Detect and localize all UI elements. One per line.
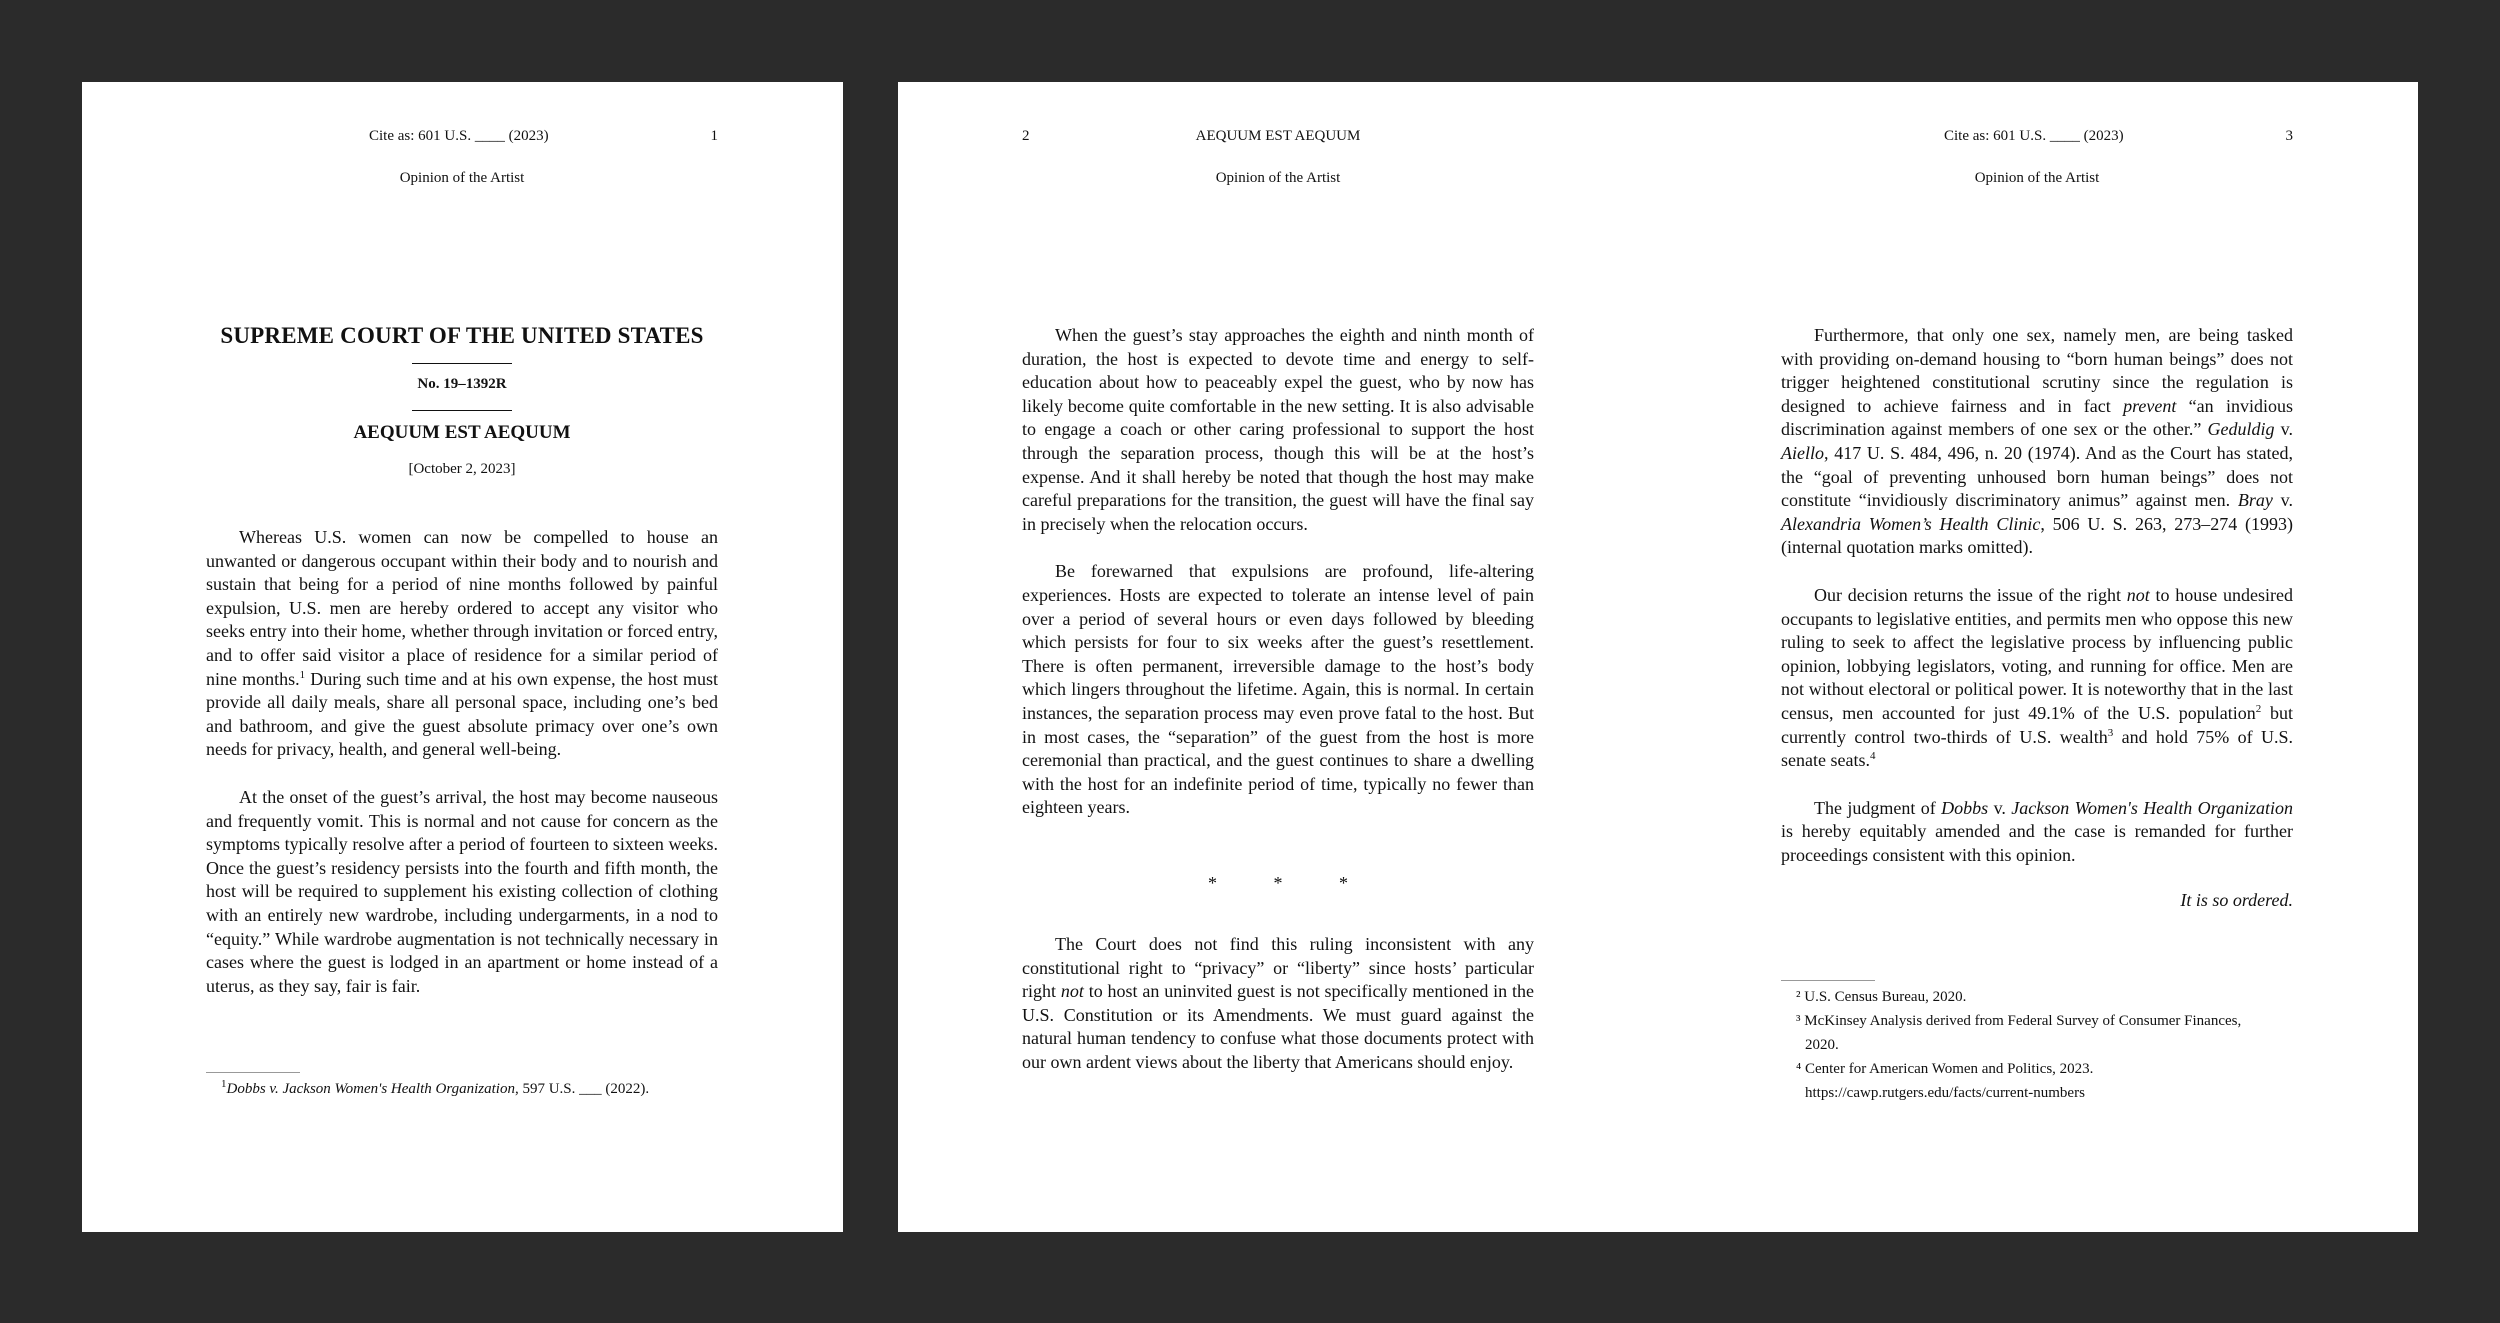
paragraph: Furthermore, that only one sex, namely men, are being tasked with providing on-demand housing to “born human beings” does not trigger heightened constitutional scrutiny since the regulation is designed to achieve fairness and in fact prevent “an invidious discrimination against members of one sex or the other.” Geduldig v. Aiello, 417 U. S. 484, 496, n. 20 (1974). And as the Court has stated, the “goal of preventing unhoused born human beings” does not constitute “invidiously discriminatory animus” against men. Bray v. Alexandria Women’s Health Clinic, 506 U. S. 263, 273–274 (1993) (internal quotation marks omitted).	[1781, 325, 2294, 558]
paragraph: Our decision returns the issue of the right not to house undesired occupants to legislative entities, and permits men who oppose this new ruling to seek to affect the legislative process by influencing public opinion, lobbying legislators, voting, and running for office. Men are not without electoral or political power. It is noteworthy that in the last census, men accounted for just 49.1% of the U.S. population$^2$ but currently control two-thirds of U.S. wealth$^3$ and hold 75% of U.S. senate seats.$^4$	[1781, 584, 2293, 771]
footnote-ref: 2	[2255, 702, 2262, 715]
running-head-cite: Cite as: 601 U.S. ____ (2023)	[369, 128, 549, 144]
docket-number: No. 19–1392R	[417, 376, 507, 392]
opinion-body	[206, 526, 718, 1022]
footnote-ref: 4	[1869, 750, 1876, 763]
title-divider	[412, 410, 512, 411]
court-title: SUPREME COURT OF THE UNITED STATES	[220, 323, 704, 348]
footnote-ref: 1	[299, 668, 306, 681]
paragraph: The judgment of Dobbs v. Jackson Women's Health Organization is hereby equitably amended and the case is remanded for further proceedings consistent with this opinion.	[1781, 797, 2293, 865]
opinion-body	[1781, 324, 2293, 891]
page-number: 2	[1022, 128, 1030, 144]
paragraph: When the guest’s stay approaches the eighth and ninth month of duration, the host is expected to devote time and energy to self-education about how to peaceably expel the guest, who by now has likely become quite comfortable in the new setting. It is also advisable to engage a coach or other caring professional to support the host through the separation process, though this will be at the host’s expense. And it shall hereby be noted that though the host may make careful preparations for the transition, the guest will have the final say in precisely when the relocation occurs.	[1022, 325, 1534, 534]
footnote-4: ⁴ Center for American Women and Politics, 2023.	[1796, 1061, 2094, 1077]
footnote-4-url: https://cawp.rutgers.edu/facts/current-numbers	[1805, 1085, 2085, 1101]
footnotes: ² U.S. Census Bureau, 2020. ³ McKinsey Analysis derived from Federal Survey of Consumer Finances, 2020. ⁴ Center for American Women and Politics, 2023. https://cawp.rutgers.edu/facts/current-numbers	[1796, 985, 2241, 1105]
decision-date: [October 2, 2023]	[408, 461, 516, 477]
footnote-divider	[206, 1072, 300, 1073]
case-name: AEQUUM EST AEQUUM	[353, 422, 571, 443]
page-number: 1	[710, 128, 718, 144]
title-divider	[412, 363, 512, 364]
running-head-cite: Cite as: 601 U.S. ____ (2023)	[1944, 128, 2124, 144]
opinion-subhead: Opinion of the Artist	[1215, 170, 1341, 186]
page-number: 3	[2285, 128, 2293, 144]
footnote-3: ³ McKinsey Analysis derived from Federal Survey of Consumer Finances,	[1796, 1013, 2242, 1029]
paragraph: Whereas U.S. women can now be compelled to house an unwanted or dangerous occupant within their body and to nourish and sustain that being for a period of nine months followed by painful expulsion, U.S. men are hereby ordered to accept any visitor who seeks entry into their home, whether through invitation or forced entry, and to offer said visitor a place of residence for a similar period of nine months.$^1$ During such time and at his own expense, the host must provide all daily meals, share all personal space, including one’s bed and bathroom, and give the guest absolute primacy over one’s own needs for privacy, health, and general well-being.	[206, 527, 718, 760]
paragraph: Be forewarned that expulsions are profound, life-altering experiences. Hosts are expected to tolerate an intense level of pain over a period of several hours or even days followed by bleeding which persists for four to six weeks after the guest’s resettlement. There is often permanent, irreversible damage to the host’s body which lingers throughout the lifetime. Again, this is normal. In certain instances, the separation process may even prove fatal to the host. But in most cases, the “separation” of the guest from the host is more ceremonial than practical, and the guest continues to share a dwelling with the host for an indefinite period of time, typically no fewer than eighteen years.	[1022, 561, 1534, 818]
paragraph: At the onset of the guest’s arrival, the host may become nauseous and frequently vomit. This is normal and not cause for concern as the symptoms typically resolve after a period of fourteen to sixteen weeks. Once the guest’s residency persists into the fourth and fifth month, the host will be required to supplement his existing collection of clothing with an entirely new wardrobe, including undergarments, in a nod to “equity.” While wardrobe augmentation is not technically necessary in cases where the guest is lodged in an apartment or home instead of a uterus, as they say, fair is fair.	[206, 786, 718, 996]
opinion-subhead: Opinion of the Artist	[1974, 170, 2100, 186]
paragraph: The Court does not find this ruling inconsistent with any constitutional right to “privacy” or “liberty” since hosts’ particular right not to host an uninvited guest is not specifically mentioned in the U.S. Constitution or its Amendments. We must guard against the natural human tendency to confuse what those documents protect with our own ardent views about the liberty that Americans should enjoy.	[1022, 934, 1534, 1072]
opinion-body-continued	[1022, 933, 1534, 1099]
footnote-divider	[1781, 980, 1875, 981]
section-break: * * *	[1208, 873, 1374, 893]
footnote-1: $^1$Dobbs v. Jackson Women's Health Organization, 597 U.S. ___ (2022).	[221, 1078, 650, 1097]
opinion-subhead: Opinion of the Artist	[399, 170, 525, 186]
running-head-title: AEQUUM EST AEQUUM	[1195, 128, 1361, 144]
so-ordered: It is so ordered.	[2180, 890, 2293, 910]
footnote-ref: 3	[2107, 726, 2114, 739]
footnote-2: ² U.S. Census Bureau, 2020.	[1796, 989, 1967, 1005]
opinion-body	[1022, 324, 1534, 844]
